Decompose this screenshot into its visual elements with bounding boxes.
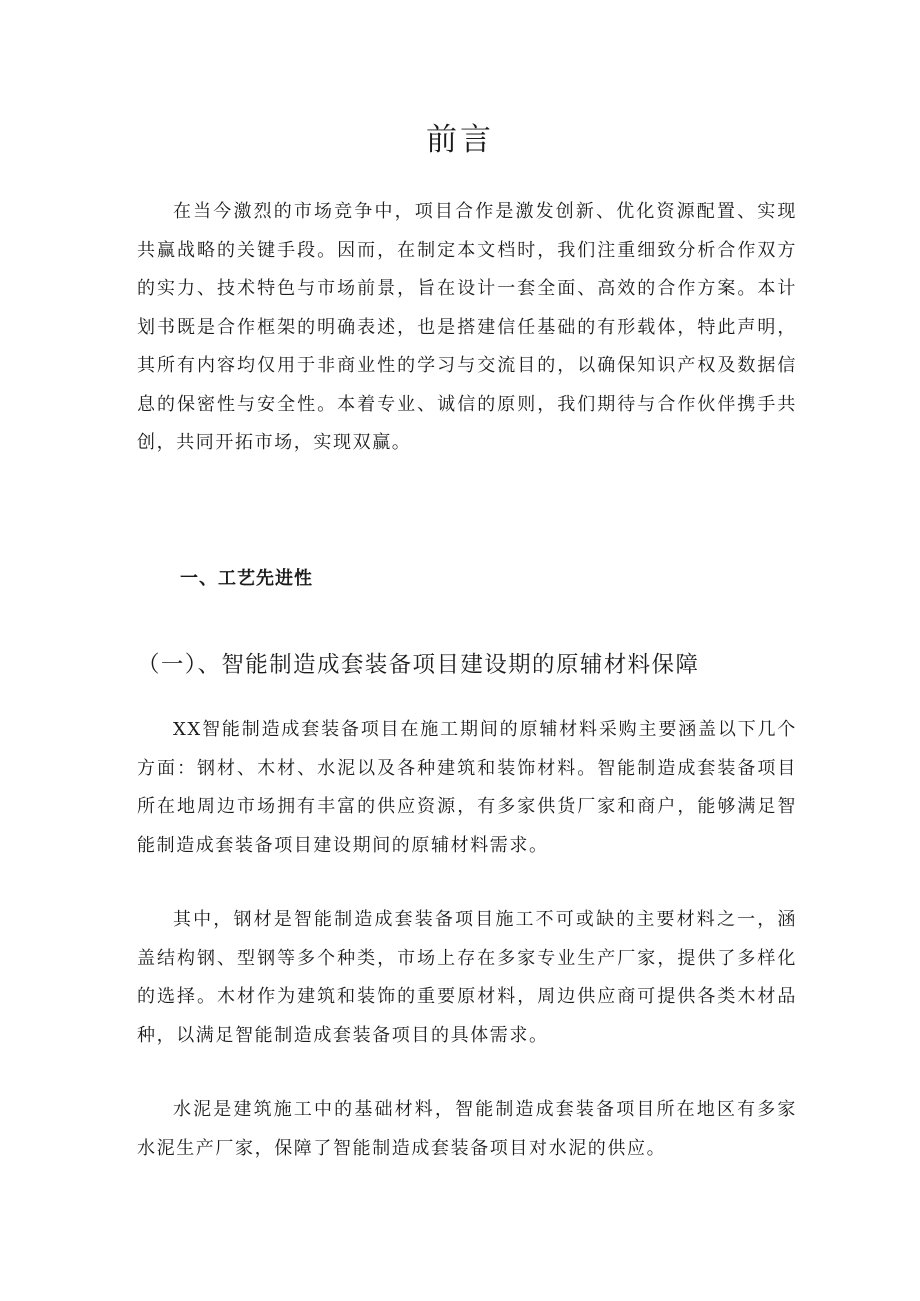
body-paragraph: 水泥是建筑施工中的基础材料，智能制造成套装备项目所在地区有多家水泥生产厂家，保障了智能制造成套装备项目对水泥的供应。 xyxy=(137,1099,797,1159)
page-title: 前言 xyxy=(426,122,494,158)
subsection-heading: （一）、智能制造成套装备项目建设期的原辅材料保障 xyxy=(137,652,700,678)
body-paragraph: XX智能制造成套装备项目在施工期间的原辅材料采购主要涵盖以下几个方面：钢材、木材、水泥以及各种建筑和装饰材料。智能制造成套装备项目所在地周边市场拥有丰富的供应资源，有多家供货厂家和商户，能够满足智能制造成套装备项目建设期间的原辅材料需求。 xyxy=(137,719,797,856)
section-heading: 一、工艺先进性 xyxy=(180,568,313,589)
preface-paragraph: 在当今激烈的市场竞争中，项目合作是激发创新、优化资源配置、实现共赢战略的关键手段。因而，在制定本文档时，我们注重细致分析合作双方的实力、技术特色与市场前景，旨在设计一套全面、高效的合作方案。本计划书既是合作框架的明确表述，也是搭建信任基础的有形载体，特此声明，其所有内容均仅用于非商业性的学习与交流目的，以确保知识产权及数据信息的保密性与安全性。本着专业、诚信的原则，我们期待与合作伙伴携手共创，共同开拓市场，实现双赢。 xyxy=(137,201,797,453)
body-paragraph: 其中，钢材是智能制造成套装备项目施工不可或缺的主要材料之一，涵盖结构钢、型钢等多个种类，市场上存在多家专业生产厂家，提供了多样化的选择。木材作为建筑和装饰的重要原材料，周边供应商可提供各类木材品种，以满足智能制造成套装备项目的具体需求。 xyxy=(137,909,797,1046)
